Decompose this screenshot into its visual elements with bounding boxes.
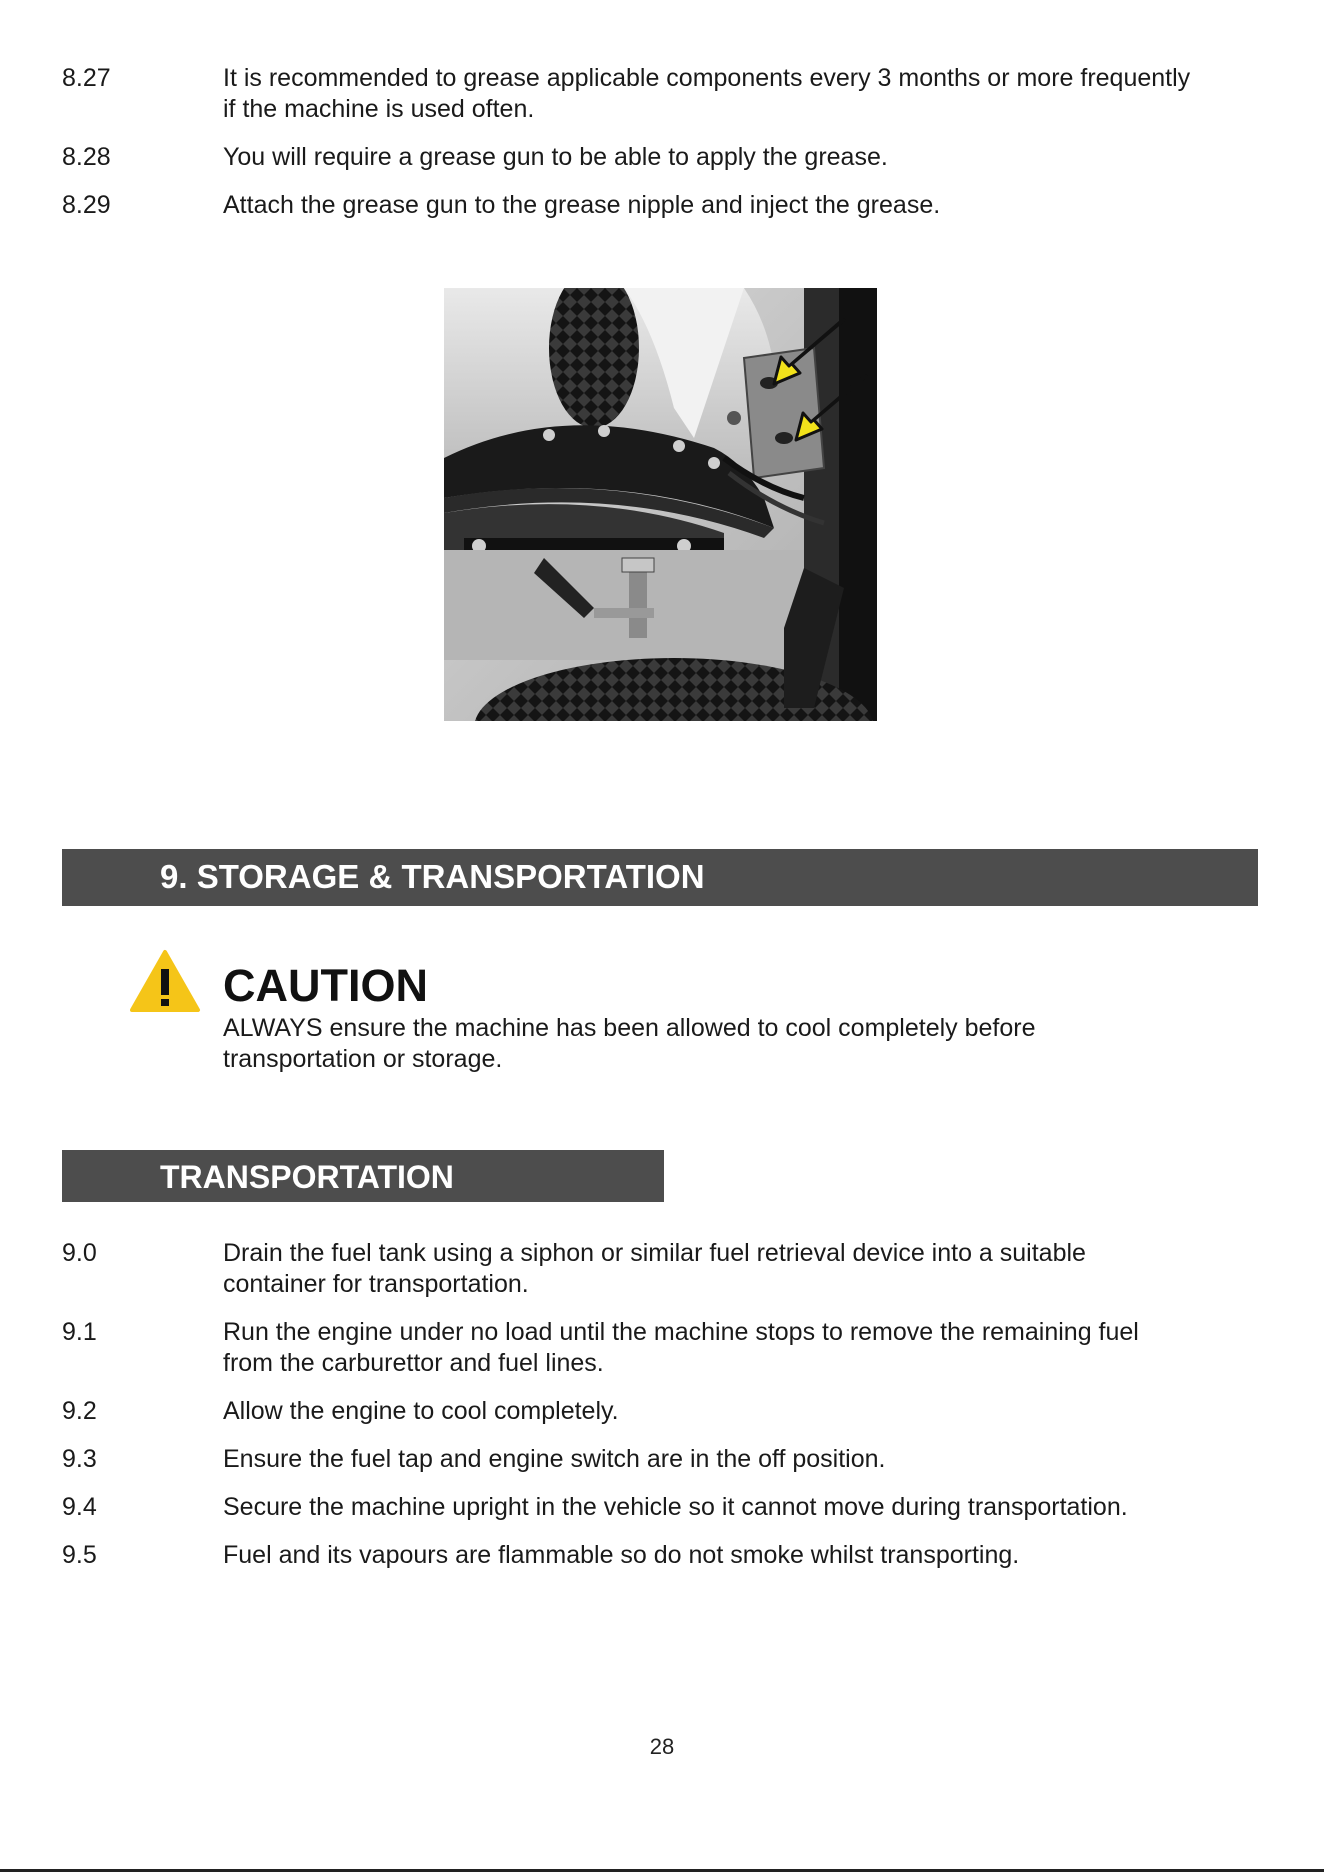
item-text: Drain the fuel tank using a siphon or similar fuel retrieval device into a suitable container for transportation.	[223, 1239, 1086, 1298]
item-number: 9.3	[62, 1445, 97, 1473]
item-number: 9.2	[62, 1397, 97, 1425]
item-text: You will require a grease gun to be able to apply the grease.	[223, 143, 888, 171]
item-number: 8.28	[62, 143, 111, 171]
item-text: Fuel and its vapours are flammable so do not smoke whilst transporting.	[223, 1541, 1020, 1569]
section-heading: 9. STORAGE & TRANSPORTATION	[62, 849, 1258, 906]
item-number: 8.27	[62, 64, 111, 92]
caution-title: CAUTION	[223, 960, 428, 1011]
item-number: 9.4	[62, 1493, 97, 1521]
item-text: Run the engine under no load until the machine stops to remove the remaining fuel from the carburettor and fuel lines.	[223, 1318, 1139, 1377]
item-text: Attach the grease gun to the grease nipple and inject the grease.	[223, 191, 941, 219]
grease-nipple-photo	[444, 288, 877, 721]
subsection-heading: TRANSPORTATION	[62, 1150, 664, 1202]
item-text: Secure the machine upright in the vehicle so it cannot move during transportation.	[223, 1493, 1128, 1521]
caution-text: ALWAYS ensure the machine has been allowed to cool completely before transportation or storage.	[223, 1014, 1036, 1073]
item-number: 8.29	[62, 191, 111, 219]
item-number: 9.0	[62, 1239, 97, 1267]
page-number: 28	[649, 1734, 675, 1759]
item-number: 9.1	[62, 1318, 97, 1346]
item-text: Ensure the fuel tap and engine switch are in the off position.	[223, 1445, 886, 1473]
item-text: It is recommended to grease applicable components every 3 months or more frequently if the machine is used often.	[223, 64, 1191, 123]
item-text: Allow the engine to cool completely.	[223, 1397, 619, 1425]
item-number: 9.5	[62, 1541, 97, 1569]
warning-triangle-icon	[129, 949, 201, 1013]
